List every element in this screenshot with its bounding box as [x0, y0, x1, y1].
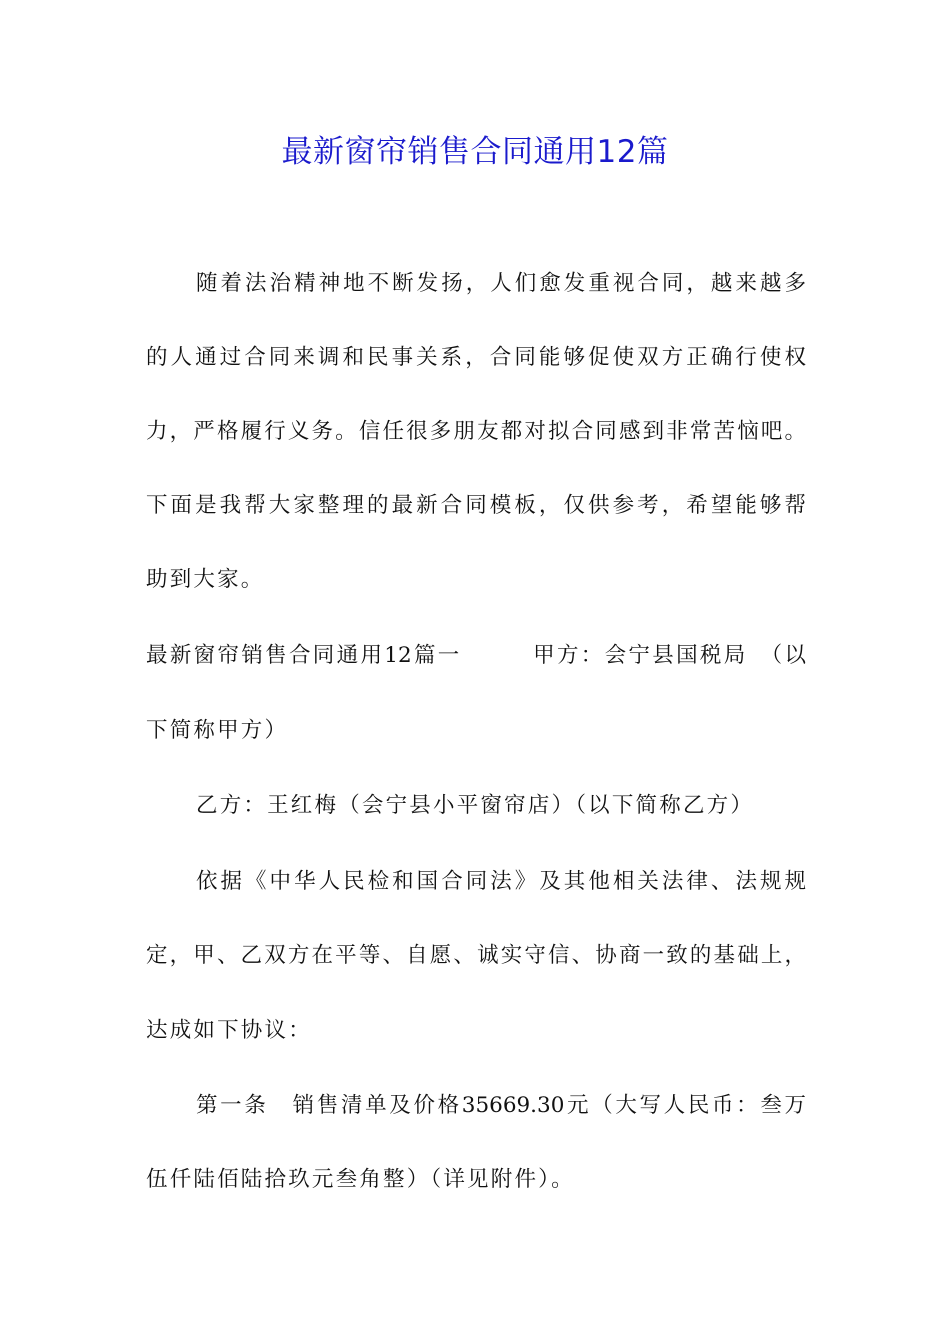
section-heading-line: 最新窗帘销售合同通用12篇一 甲方：会宁县国税局 （以	[146, 643, 806, 668]
body-line: 下面是我帮大家整理的最新合同模板，仅供参考，希望能够帮	[146, 493, 806, 518]
document-title: 最新窗帘销售合同通用12篇	[281, 134, 669, 170]
body-line: 定，甲、乙双方在平等、自愿、诚实守信、协商一致的基础上，	[146, 943, 806, 968]
body-line: 下简称甲方）	[146, 718, 289, 743]
body-line: 力，严格履行义务。信任很多朋友都对拟合同感到非常苦恼吧。	[146, 419, 806, 444]
party-b-line: 乙方：王红梅（会宁县小平窗帘店）（以下简称乙方）	[196, 793, 755, 818]
body-line: 伍仟陆佰陆拾玖元叁角整）（详见附件）。	[146, 1167, 575, 1192]
body-line: 的人通过合同来调和民事关系，合同能够促使双方正确行使权	[146, 345, 806, 370]
body-line: 随着法治精神地不断发扬，人们愈发重视合同，越来越多	[196, 271, 806, 296]
article-line: 第一条 销售清单及价格35669.30元（大写人民币：叁万	[196, 1093, 806, 1118]
body-line: 依据《中华人民检和国合同法》及其他相关法律、法规规	[196, 869, 806, 894]
body-line: 助到大家。	[146, 567, 265, 592]
body-line: 达成如下协议：	[146, 1018, 312, 1043]
